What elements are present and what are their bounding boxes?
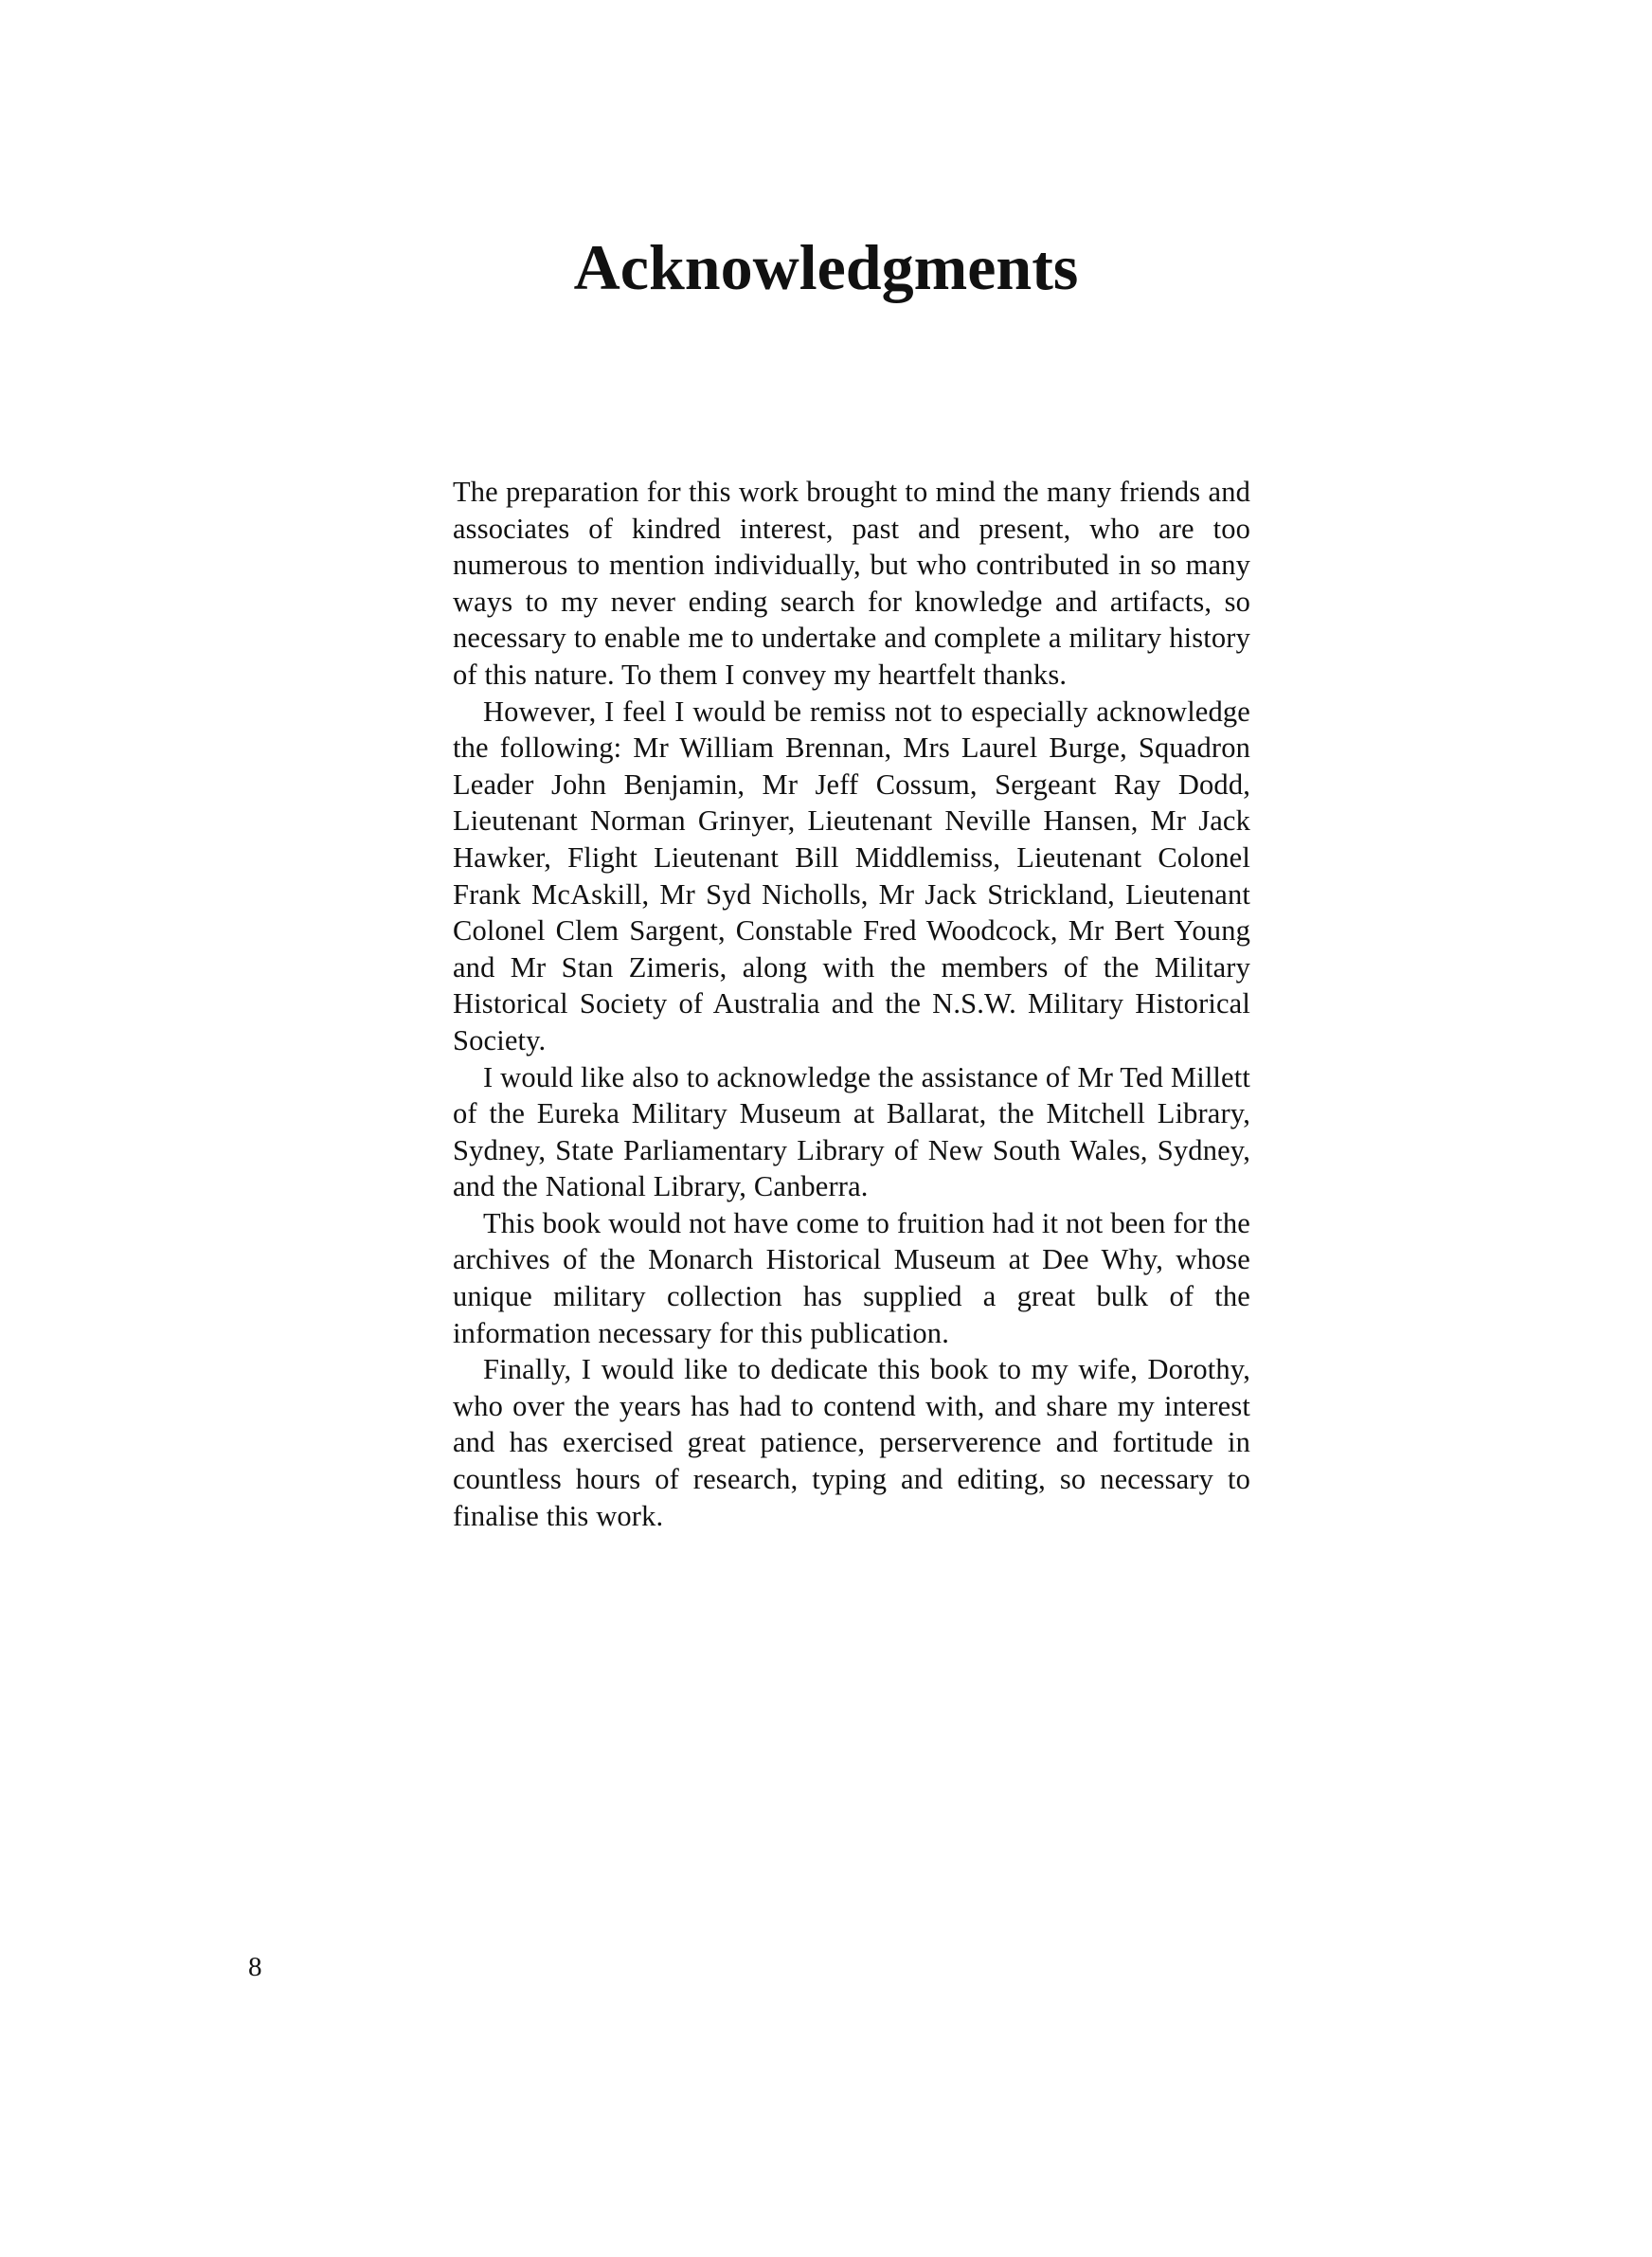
page-number: 8 <box>248 1952 262 1982</box>
paragraph-individuals: However, I feel I would be remiss not to especially acknowledge the following: Mr William Brennan, Mrs Laurel Burge, Squadron Leader John Benjamin, Mr Jeff Cossum, Sergeant Ray Dodd, Lieutenant Norman Grinyer, Lieutenant Neville Hansen, Mr Jack Hawker, Flight Lieutenant Bill Middlemiss, Lieutenant Colonel Frank McAskill, Mr Syd Nicholls, Mr Jack Strickland, Lieutenant Colonel Clem Sargent, Constable Fred Woodcock, Mr Bert Young and Mr Stan Zimeris, along with the members of the Military Historical Society of Australia and the N.S.W. Military Historical Society. <box>453 695 1250 1056</box>
page-title: Acknowledgments <box>573 231 1079 303</box>
acknowledgments-body <box>453 474 1250 1534</box>
paragraph-institutions: I would like also to acknowledge the assistance of Mr Ted Millett of the Eureka Military Museum at Ballarat, the Mitchell Library, Sydney, State Parliamentary Library of New South Wales, Sydney, and the National Library, Canberra. <box>453 1060 1250 1203</box>
paragraph-museum: This book would not have come to fruition had it not been for the archives of the Monarch Historical Museum at Dee Why, whose unique military collection has supplied a great bulk of the information necessary for this publication. <box>453 1206 1250 1349</box>
paragraph-intro: The preparation for this work brought to mind the many friends and associates of kindred interest, past and present, who are too numerous to mention individually, but who contributed in so many ways to my never ending search for knowledge and artifacts, so necessary to enable me to undertake and complete a military history of this nature. To them I convey my heartfelt thanks. <box>453 476 1250 691</box>
paragraph-dedication: Finally, I would like to dedicate this book to my wife, Dorothy, who over the years has had to contend with, and share my interest and has exercised great patience, perserverence and fortitude in countless hours of research, typing and editing, so necessary to finalise this work. <box>453 1353 1250 1532</box>
